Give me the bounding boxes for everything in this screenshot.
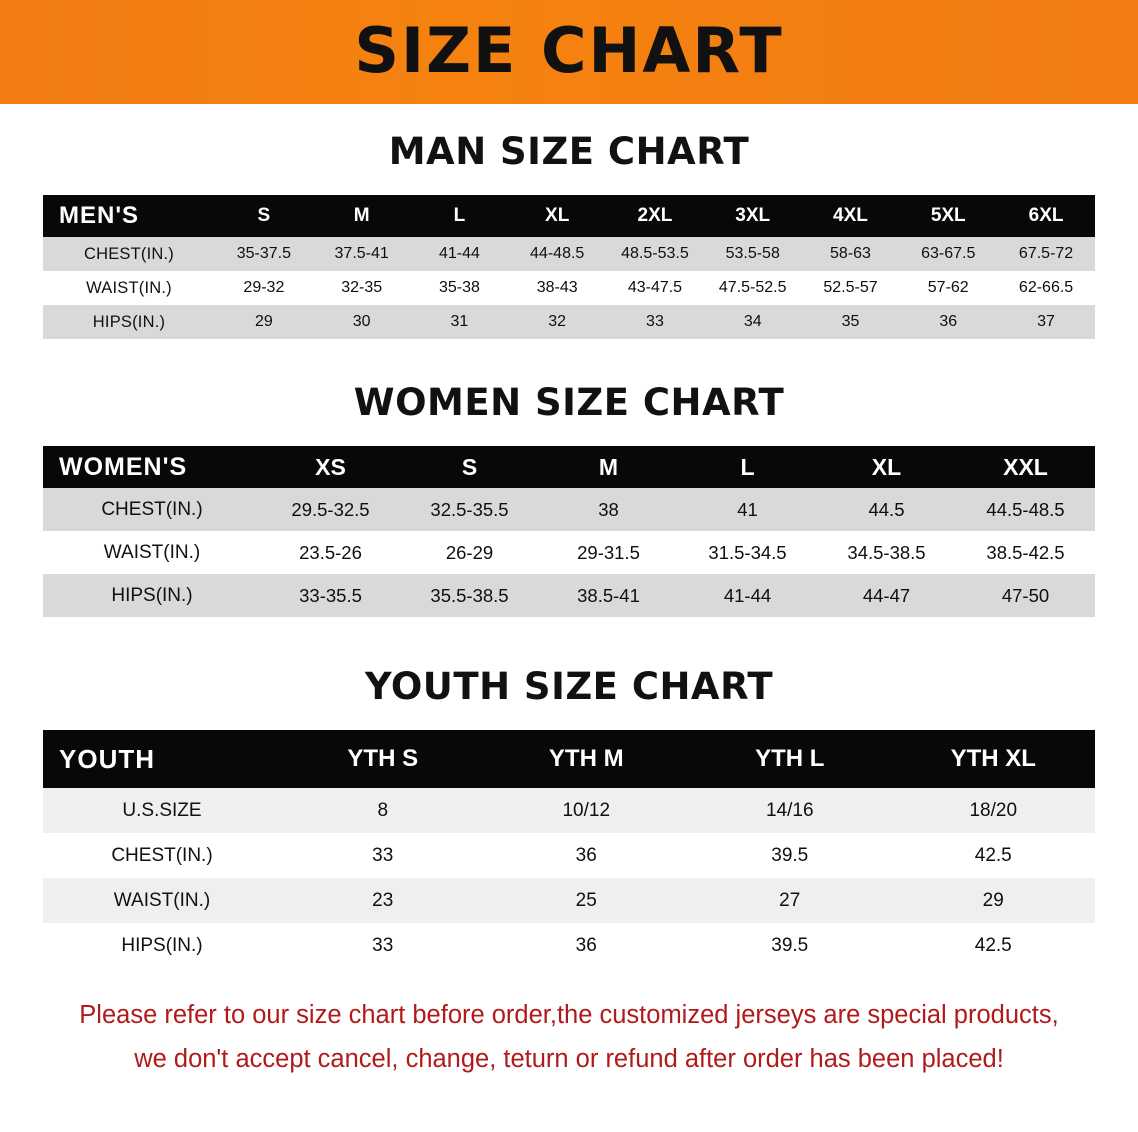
table-row xyxy=(43,531,1095,574)
women-cell: 41-44 xyxy=(723,584,772,606)
youth-row-label: U.S.SIZE xyxy=(122,799,202,821)
youth-row-label: WAIST(IN.) xyxy=(113,889,211,911)
women-section-heading: WOMEN SIZE CHART xyxy=(353,381,785,424)
youth-cell: 25 xyxy=(575,889,597,911)
women-cell: 35.5-38.5 xyxy=(430,584,509,606)
policy-note xyxy=(43,994,1095,1082)
man-cell: 29-32 xyxy=(243,279,285,296)
man-cell: 44-48.5 xyxy=(530,245,585,262)
youth-cell: 33 xyxy=(372,844,394,866)
man-col-header: S xyxy=(257,205,271,226)
table-row xyxy=(43,923,1095,968)
women-cell: 41 xyxy=(737,498,758,520)
women-cell: 34.5-38.5 xyxy=(847,541,926,563)
women-cell: 47-50 xyxy=(1001,584,1050,606)
women-cell: 38.5-42.5 xyxy=(986,541,1065,563)
man-cell: 48.5-53.5 xyxy=(621,245,689,262)
women-col-header: L xyxy=(740,453,755,480)
youth-cell: 27 xyxy=(779,889,801,911)
youth-cell: 33 xyxy=(372,934,394,956)
man-col-header: 4XL xyxy=(833,205,868,226)
table-row xyxy=(43,488,1095,531)
youth-cell: 10/12 xyxy=(562,799,611,821)
man-col-header: 2XL xyxy=(637,205,673,226)
man-cell: 41-44 xyxy=(438,245,480,262)
man-col-header: M xyxy=(353,205,370,226)
policy-note-line-1: Please refer to our size chart before order,the customized jerseys are special products, xyxy=(79,1001,1059,1029)
man-cell: 38-43 xyxy=(536,279,578,296)
youth-row-label: HIPS(IN.) xyxy=(121,934,203,956)
women-cell: 44.5-48.5 xyxy=(986,498,1065,520)
youth-cell: 36 xyxy=(575,934,597,956)
table-row xyxy=(43,833,1095,878)
women-col-header: XXL xyxy=(1003,453,1048,480)
man-section-heading: MAN SIZE CHART xyxy=(388,130,750,173)
man-cell: 35-37.5 xyxy=(236,245,292,262)
man-cell: 37 xyxy=(1037,313,1055,330)
man-cell: 33 xyxy=(646,313,664,330)
women-cell: 38 xyxy=(598,498,619,520)
youth-table-wrapper xyxy=(43,730,1095,968)
women-cell: 29.5-32.5 xyxy=(291,498,370,520)
women-row-label: WAIST(IN.) xyxy=(103,541,201,563)
page-banner xyxy=(0,0,1138,104)
man-cell: 62-66.5 xyxy=(1018,279,1074,296)
man-cell: 47.5-52.5 xyxy=(718,279,787,296)
youth-cell: 36 xyxy=(575,844,597,866)
women-cell: 32.5-35.5 xyxy=(430,498,509,520)
man-cell: 67.5-72 xyxy=(1018,245,1074,262)
youth-cell: 29 xyxy=(982,889,1004,911)
women-table-wrapper xyxy=(43,446,1095,617)
man-col-header: 3XL xyxy=(735,205,771,226)
man-col-header: L xyxy=(453,205,466,226)
youth-cell: 8 xyxy=(377,799,389,821)
man-table-wrapper xyxy=(43,195,1095,339)
man-cell: 32-35 xyxy=(341,279,383,296)
youth-cell: 14/16 xyxy=(765,799,814,821)
man-cell: 37.5-41 xyxy=(334,245,389,262)
man-cell: 30 xyxy=(352,313,371,330)
women-cell: 44.5 xyxy=(868,498,905,520)
man-cell: 58-63 xyxy=(830,245,871,262)
youth-col-header: YTH XL xyxy=(950,745,1036,772)
women-col-header: XS xyxy=(315,453,346,480)
youth-table-header-row xyxy=(43,730,1095,788)
table-row xyxy=(43,788,1095,833)
youth-cell: 23 xyxy=(372,889,394,911)
youth-size-table xyxy=(43,730,1095,968)
youth-cell: 39.5 xyxy=(771,844,809,866)
man-col-header: 6XL xyxy=(1028,205,1064,226)
women-table-header-row xyxy=(43,446,1095,488)
women-col-header: XL xyxy=(871,453,902,480)
table-row xyxy=(43,271,1095,305)
youth-corner-label: YOUTH xyxy=(59,743,155,774)
women-row-label: HIPS(IN.) xyxy=(111,584,193,606)
man-table-header-row xyxy=(43,195,1095,237)
man-cell: 57-62 xyxy=(927,279,969,296)
women-col-header: S xyxy=(461,453,478,480)
women-cell: 44-47 xyxy=(862,584,911,606)
man-cell: 35-38 xyxy=(438,279,480,296)
women-row-label: CHEST(IN.) xyxy=(101,498,203,520)
table-row xyxy=(43,305,1095,339)
man-cell: 29 xyxy=(254,313,273,330)
youth-cell: 42.5 xyxy=(974,844,1012,866)
man-cell: 53.5-58 xyxy=(725,245,780,262)
women-cell: 29-31.5 xyxy=(577,541,640,563)
page-title: SIZE CHART xyxy=(354,14,784,87)
man-cell: 32 xyxy=(548,313,567,330)
man-cell: 35 xyxy=(841,313,860,330)
women-cell: 38.5-41 xyxy=(577,584,640,606)
youth-cell: 42.5 xyxy=(974,934,1012,956)
man-cell: 43-47.5 xyxy=(627,279,683,296)
women-cell: 33-35.5 xyxy=(299,584,362,606)
policy-note-line-2: we don't accept cancel, change, teturn or refund after order has been placed! xyxy=(134,1044,1004,1073)
man-cell: 34 xyxy=(743,313,762,330)
man-cell: 31 xyxy=(450,313,469,330)
youth-cell: 18/20 xyxy=(969,799,1018,821)
youth-col-header: YTH M xyxy=(548,745,624,772)
women-col-header: M xyxy=(598,453,619,480)
man-col-header: XL xyxy=(545,205,570,226)
man-row-label: CHEST(IN.) xyxy=(84,244,174,263)
women-cell: 31.5-34.5 xyxy=(708,541,787,563)
women-cell: 26-29 xyxy=(445,541,494,563)
man-size-table xyxy=(43,195,1095,339)
youth-row-label: CHEST(IN.) xyxy=(111,844,213,866)
man-cell: 63-67.5 xyxy=(921,245,976,262)
man-cell: 36 xyxy=(939,313,958,330)
man-row-label: WAIST(IN.) xyxy=(86,278,172,297)
youth-col-header: YTH L xyxy=(755,745,825,772)
man-row-label: HIPS(IN.) xyxy=(92,312,166,331)
man-cell: 52.5-57 xyxy=(823,279,878,296)
youth-cell: 39.5 xyxy=(771,934,809,956)
man-corner-label: MEN'S xyxy=(59,202,140,229)
table-row xyxy=(43,574,1095,617)
man-col-header: 5XL xyxy=(930,205,966,226)
women-size-table xyxy=(43,446,1095,617)
table-row xyxy=(43,237,1095,271)
women-cell: 23.5-26 xyxy=(299,541,362,563)
youth-col-header: YTH S xyxy=(347,745,419,772)
table-row xyxy=(43,878,1095,923)
youth-section-heading: YOUTH SIZE CHART xyxy=(364,665,774,708)
women-corner-label: WOMEN'S xyxy=(59,452,188,481)
